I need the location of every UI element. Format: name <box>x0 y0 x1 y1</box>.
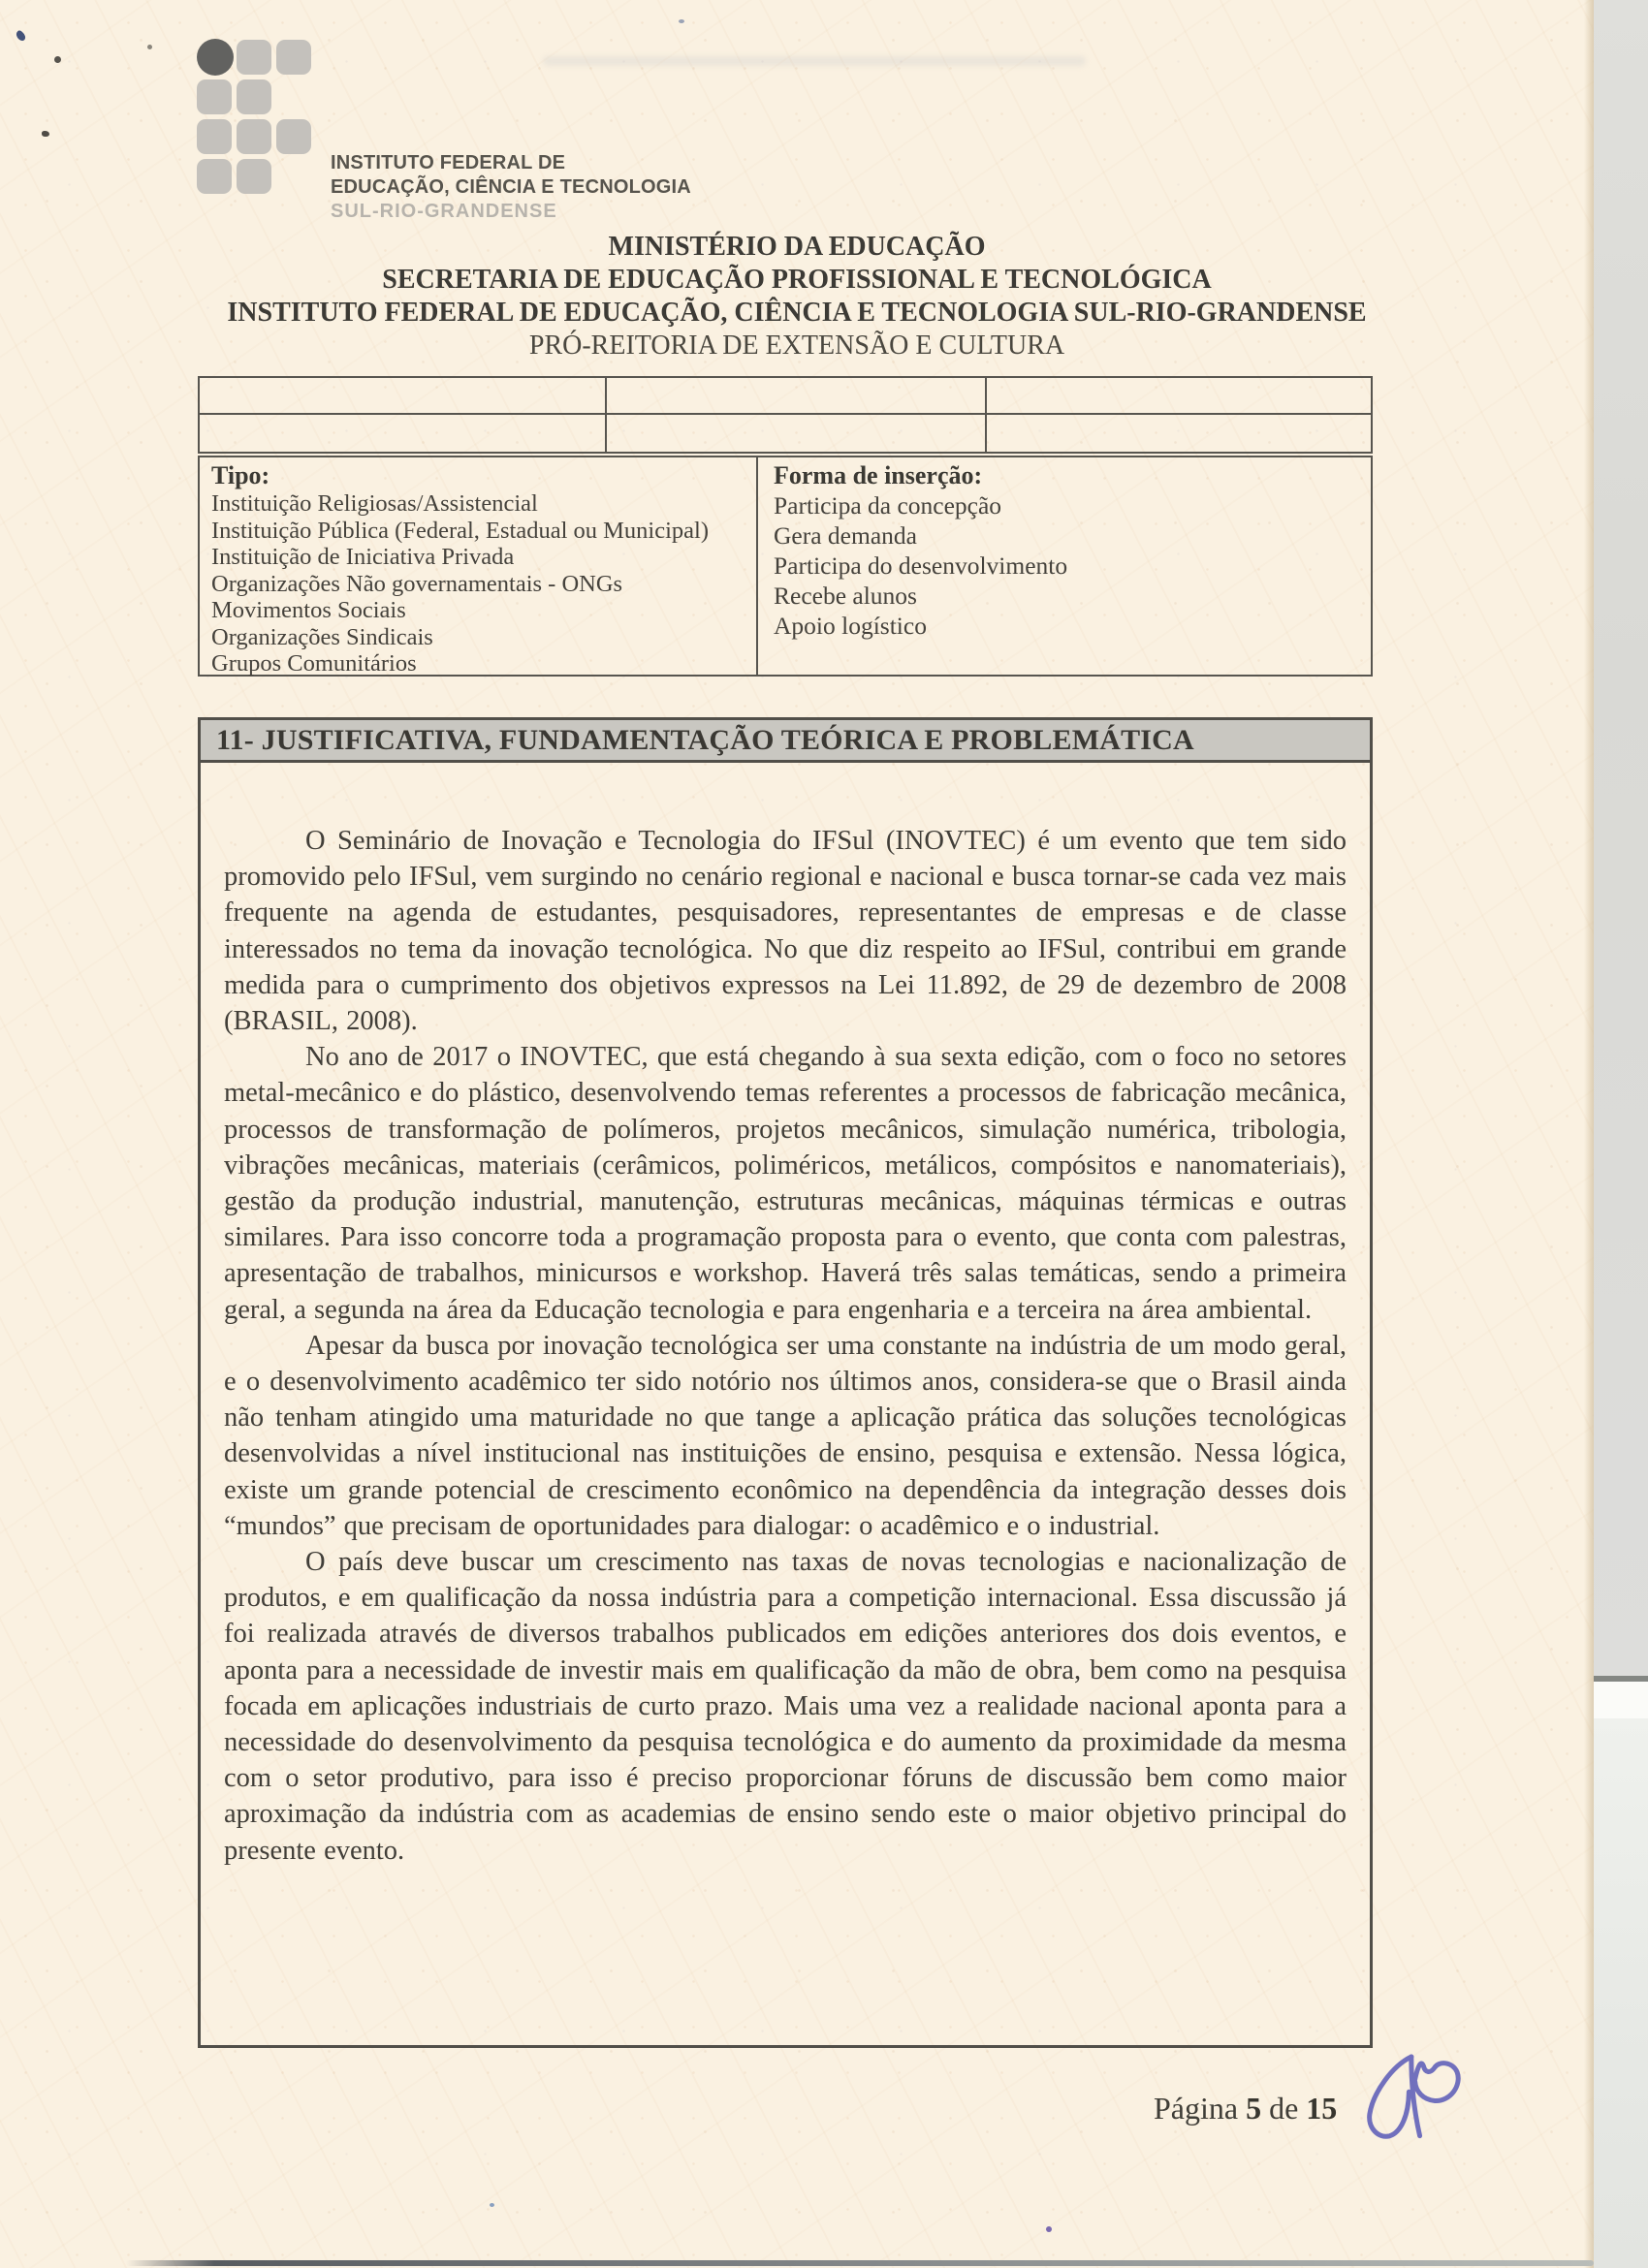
tipo-item: Organizações Não governamentais - ONGs <box>211 570 623 597</box>
page-label: Página <box>1154 2091 1239 2126</box>
page-number: 5 <box>1246 2091 1262 2126</box>
forma-item: Recebe alunos <box>774 582 917 610</box>
section-11-title: 11- JUSTIFICATIVA, FUNDAMENTAÇÃO TEÓRICA E PROBLEMÁTICA <box>201 720 1370 763</box>
ink-speck <box>42 131 49 137</box>
tipo-item: Instituição Religiosas/Assistencial <box>211 490 538 517</box>
page-number-footer <box>1154 2091 1337 2126</box>
scanner-strip-upper <box>1594 0 1648 1677</box>
tipo-item: Instituição Pública (Federal, Estadual ou Municipal) <box>211 517 710 544</box>
ink-speck <box>490 2203 494 2207</box>
empty-fields-table <box>198 376 1373 454</box>
logo-square <box>197 159 232 194</box>
forma-column <box>758 457 1371 675</box>
document-header <box>0 231 1594 362</box>
header-line-secretaria: SECRETARIA DE EDUCAÇÃO PROFISSIONAL E TECNOLÓGICA <box>382 265 1212 295</box>
tipo-forma-table <box>198 456 1373 677</box>
forma-label: Forma de inserção: <box>774 461 983 489</box>
page-total: 15 <box>1306 2091 1338 2126</box>
logo-text-line3: SUL-RIO-GRANDENSE <box>331 201 557 222</box>
tipo-item: Organizações Sindicais <box>211 623 433 650</box>
tipo-column <box>200 457 758 675</box>
logo-square <box>237 119 271 154</box>
tipo-list <box>211 490 748 677</box>
logo-square <box>276 40 311 75</box>
logo-square <box>276 119 311 154</box>
logo-text-line1: INSTITUTO FEDERAL DE <box>331 152 566 173</box>
scanner-strip-lower <box>1594 1718 1648 2268</box>
paragraph: Apesar da busca por inovação tecnológica ser uma constante na indústria de um modo geral, e o desenvolvimento acadêmico ter sido notório nos últimos anos, considera-se que o Brasil ainda não tenham atingido uma maturidade no que tange a aplicação prática das soluções tecnológicas desenvolvidas a nível institucional nas instituições de ensino, pesquisa e extensão. Nessa lógica, existe um grande potencial de crescimento econômico na dependência da integração desses dois “mundos” que precisam de oportunidades para dialogar: o acadêmico e o industrial. <box>224 1330 1347 1541</box>
section-11-box <box>198 717 1373 2048</box>
header-line-proreitoria: PRÓ-REITORIA DE EXTENSÃO E CULTURA <box>528 331 1065 361</box>
header-line-ministerio: MINISTÉRIO DA EDUCAÇÃO <box>608 232 986 262</box>
scan-smudge <box>543 56 1086 66</box>
of-label: de <box>1269 2091 1299 2126</box>
empty-cell <box>200 378 607 415</box>
ink-speck <box>15 29 28 42</box>
logo-circle <box>197 39 234 76</box>
scanner-edge-strip <box>1594 0 1648 2268</box>
logo-square <box>237 159 271 194</box>
logo-square <box>197 79 232 114</box>
paragraph: O Seminário de Inovação e Tecnologia do IFSul (INOVTEC) é um evento que tem sido promovido pelo IFSul, vem surgindo no cenário regional e nacional e busca tornar-se cada vez mais frequente na agenda de estudantes, pesquisadores, representantes de empresas e de classe interessados no tema da inovação tecnológica. No que diz respeito ao IFSul, contribui em grande medida para o cumprimento dos objetivos expressos na Lei 11.892, de 29 de dezembro de 2008 (BRASIL, 2008). <box>224 826 1347 1037</box>
paragraph: No ano de 2017 o INOVTEC, que está chegando à sua sexta edição, com o foco no setores metal-mecânico e do plástico, desenvolvendo temas referentes a processos de fabricação mecânica, processos de transformação de polímeros, projetos mecânicos, simulação numérica, tribologia, vibrações mecânicas, materiais (cerâmicos, poliméricos, metálicos, compósitos e nanomateriais), gestão da produção industrial, manutenção, estruturas mecânicas, máquinas térmicas e outras similares. Para isso concorre toda a programação proposta para o evento, que conta com palestras, apresentação de trabalhos, minicursos e workshop. Haverá três salas temáticas, sendo a primeira geral, a segunda na área da Educação tecnologia e para engenharia e a terceira na área ambiental. <box>224 1042 1347 1325</box>
ink-speck <box>1046 2226 1052 2232</box>
empty-cell <box>987 415 1371 452</box>
tipo-item: Grupos Comunitários <box>211 650 417 677</box>
forma-item: Gera demanda <box>774 521 917 550</box>
signature-stroke <box>1413 2061 1459 2102</box>
forma-item: Participa da concepção <box>774 491 1002 520</box>
forma-item: Apoio logístico <box>774 612 927 640</box>
tipo-item: Movimentos Sociais <box>211 597 406 623</box>
header-line-instituto: INSTITUTO FEDERAL DE EDUCAÇÃO, CIÊNCIA E TECNOLOGIA SUL-RIO-GRANDENSE <box>227 298 1367 328</box>
paper-bottom-edge-shadow <box>126 2260 1594 2266</box>
logo-square <box>237 40 271 75</box>
forma-list <box>774 490 1363 641</box>
tipo-item: Instituição de Iniciativa Privada <box>211 544 515 570</box>
empty-cell <box>200 415 607 452</box>
empty-cell <box>607 415 987 452</box>
logo-text-line2: EDUCAÇÃO, CIÊNCIA E TECNOLOGIA <box>331 176 691 198</box>
handwritten-signature <box>1347 2043 1479 2158</box>
ink-speck <box>147 45 152 49</box>
scanner-strip-white-band <box>1594 1682 1648 1718</box>
empty-cell <box>607 378 987 415</box>
ink-speck <box>54 56 61 63</box>
logo-square <box>237 79 271 114</box>
forma-item: Participa do desenvolvimento <box>774 551 1068 580</box>
empty-cell <box>987 378 1371 415</box>
logo-square <box>197 119 232 154</box>
tipo-label: Tipo: <box>211 461 270 489</box>
section-11-body <box>201 763 1370 1869</box>
paragraph: O país deve buscar um crescimento nas taxas de novas tecnologias e nacionalização de produtos, e em qualificação da nossa indústria para a competição internacional. Essa discussão já foi realizada através de diversos trabalhos publicados em edições anteriores dos dois eventos, e aponta para a necessidade de investir mais em qualificação da mão de obra, bem como na pesquisa focada em aplicações industriais de curto prazo. Mais uma vez a realidade nacional aponta para a necessidade do desenvolvimento da pesquisa tecnológica e do aumento da proximidade da mesma com o setor produtivo, para isso é preciso proporcionar fóruns de discussão bem como maior aproximação da indústria com as academias de ensino sendo este o maior objetivo principal do presente evento. <box>224 1547 1347 1866</box>
ifsul-logo-text <box>331 151 691 224</box>
ink-speck <box>679 19 684 23</box>
